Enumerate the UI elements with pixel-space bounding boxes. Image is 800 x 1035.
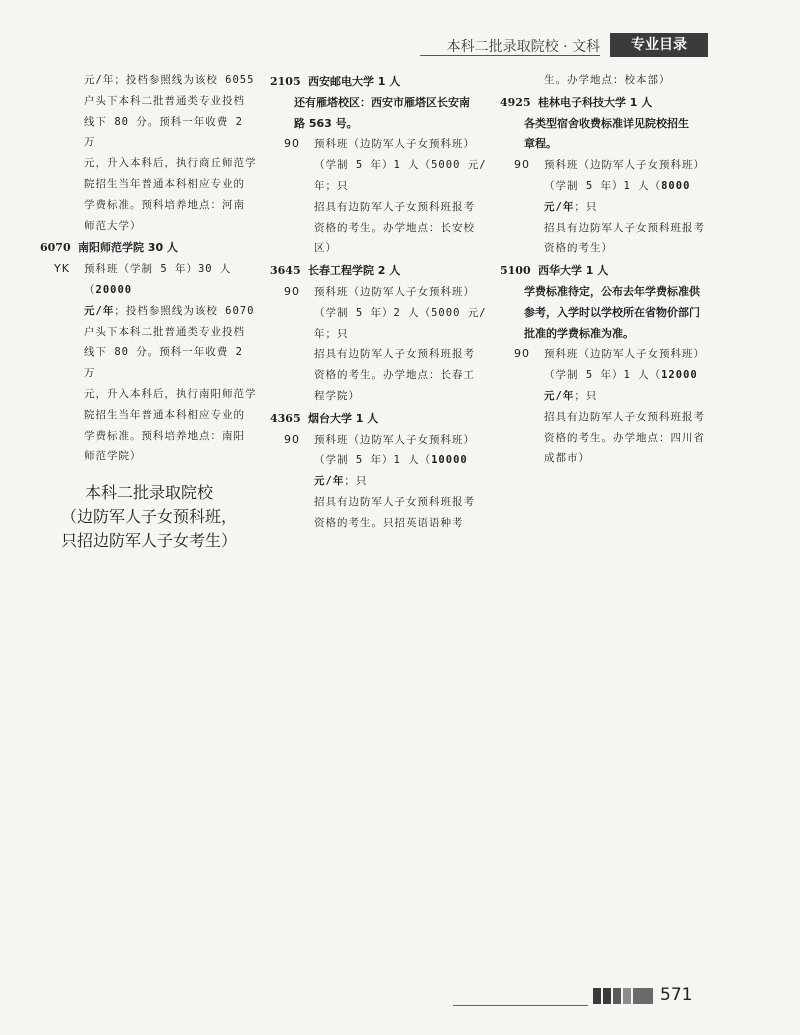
school-heading — [270, 72, 492, 93]
text-run: ；只 — [574, 200, 598, 213]
program-entry — [500, 344, 715, 469]
text-line: 户头下本科二批普通类专业投档 — [84, 325, 245, 338]
text-line: 各类型宿舍收费标准详见院校招生 — [524, 116, 689, 130]
school-name: 西华大学 1 人 — [537, 264, 609, 278]
footer-bar — [613, 988, 621, 1004]
footer-bars-decoration — [593, 988, 649, 1004]
text-line: 资格的考生。只招英语语种考 — [314, 516, 464, 529]
section-title-line: （边防军人子女预科班， — [60, 507, 237, 527]
program-entry — [500, 155, 715, 259]
text-line: 元/年；投档参照线为该校 6055 — [84, 74, 255, 86]
section-title — [40, 481, 258, 553]
bold-run: 10000 元/年 — [314, 454, 468, 488]
school-heading — [270, 261, 492, 282]
program-entry — [270, 282, 492, 407]
text-line: 招具有边防军人子女预科班报考 — [314, 348, 475, 361]
text-run: ；只 — [344, 475, 368, 488]
school-code: 5100 — [500, 264, 531, 278]
school-note — [500, 282, 715, 344]
school-code: 3645 — [270, 264, 301, 278]
bold-run: 8000 元/年 — [544, 179, 691, 213]
text-line: 师范大学） — [84, 219, 142, 232]
page-number: 571 — [660, 985, 693, 1005]
program-code: 90 — [284, 284, 300, 298]
program-code: 90 — [514, 158, 530, 172]
program-code: 90 — [284, 137, 300, 151]
bold-run: 12000 元/年 — [544, 369, 698, 402]
text-line — [544, 365, 715, 407]
footer-bar — [593, 988, 601, 1004]
section-title-line: 只招边防军人子女考生） — [60, 531, 237, 551]
text-run: （学制 5 年）1 人（ — [544, 369, 662, 382]
text-line: （学制 5 年）1 人（5000 元/年；只 — [314, 159, 487, 192]
text-line: 预科班（边防军人子女预科班） — [544, 159, 705, 172]
continued-text — [40, 70, 258, 236]
text-line: 招具有边防军人子女预科班报考 — [314, 495, 475, 508]
text-line: 资格的考生。办学地点：长春工 — [314, 369, 475, 382]
text-line: 生。办学地点：校本部） — [544, 74, 671, 86]
school-code: 4365 — [270, 411, 301, 425]
section-title-line: 本科二批录取院校 — [84, 483, 213, 503]
program-code: YK — [54, 262, 70, 276]
text-line — [84, 259, 258, 301]
header-rule — [420, 55, 600, 56]
text-line: 路 563 号。 — [294, 116, 358, 130]
text-line: 线下 80 分。预科一年收费 2 万 — [84, 346, 243, 380]
text-line: 还有雁塔校区：西安市雁塔区长安南 — [294, 95, 470, 109]
text-line — [314, 450, 492, 492]
text-line: 预科班（边防军人子女预科班） — [314, 285, 475, 298]
school-note — [500, 114, 715, 156]
school-code: 6070 — [40, 241, 71, 255]
text-line: 学费标准。预科培养地点：南阳 — [84, 429, 245, 442]
text-line: 资格的考生。办学地点：四川省 — [544, 431, 705, 444]
school-name: 长春工程学院 2 人 — [307, 264, 401, 278]
school-heading — [500, 261, 715, 282]
text-line: 线下 80 分。预科一年收费 2 万 — [84, 115, 243, 149]
text-line — [544, 176, 715, 218]
school-name: 西安邮电大学 1 人 — [307, 75, 401, 88]
school-heading — [500, 93, 715, 114]
school-name: 烟台大学 1 人 — [307, 411, 379, 425]
footer-rule — [453, 1005, 588, 1006]
school-heading — [40, 238, 258, 259]
footer-bar — [633, 988, 653, 1004]
text-line: 预科班（边防军人子女预科班） — [314, 433, 475, 446]
header-tab-label: 专业目录 — [610, 33, 708, 57]
text-line: 招具有边防军人子女预科班报考 — [544, 221, 705, 234]
text-line — [84, 301, 258, 322]
text-line: 预科班（边防军人子女预科班） — [314, 138, 475, 151]
text-run: ；只 — [574, 389, 598, 402]
column-3 — [500, 70, 715, 469]
school-code: 2105 — [270, 75, 301, 88]
program-entry — [270, 430, 492, 534]
school-heading — [270, 409, 492, 430]
program-entry — [270, 134, 492, 259]
text-line: 程学院） — [314, 389, 360, 402]
text-line: 区） — [314, 242, 337, 255]
text-line: 院招生当年普通本科相应专业的 — [84, 177, 245, 190]
text-line: 招具有边防军人子女预科班报考 — [544, 410, 705, 423]
school-code: 4925 — [500, 95, 531, 109]
program-entry — [40, 259, 258, 467]
text-line: 成都市） — [544, 452, 590, 465]
bold-run: 元/年 — [84, 304, 115, 317]
school-name: 南阳师范学院 30 人 — [77, 241, 178, 255]
program-code: 90 — [514, 347, 530, 361]
text-line: 师范学院） — [84, 450, 142, 463]
school-note — [270, 93, 492, 135]
text-line: 批准的学费标准为准。 — [524, 326, 634, 340]
header-section-title: 本科二批录取院校 · 文科 — [446, 39, 600, 55]
footer-bar — [603, 988, 611, 1004]
text-run: 预科班（学制 5 年）30 人（ — [84, 263, 232, 296]
school-name: 桂林电子科技大学 1 人 — [537, 95, 653, 109]
column-1 — [40, 70, 258, 553]
program-code: 90 — [284, 432, 300, 446]
text-line: 招具有边防军人子女预科班报考 — [314, 200, 475, 213]
text-line: 章程。 — [524, 137, 557, 151]
text-run: （学制 5 年）1 人（ — [314, 454, 432, 467]
text-line: 学费标准待定，公布去年学费标准供 — [524, 284, 700, 298]
text-line: 预科班（边防军人子女预科班） — [544, 348, 705, 361]
footer-bar — [623, 988, 631, 1004]
text-line: 元，升入本科后，执行商丘师范学 — [84, 157, 257, 170]
text-line: 元，升入本科后，执行南阳师范学 — [84, 387, 257, 400]
text-run: ；投档参照线为该校 6070 — [114, 304, 255, 317]
text-run: （学制 5 年）1 人（ — [544, 179, 662, 192]
text-line: 户头下本科二批普通类专业投档 — [84, 94, 245, 107]
column-2 — [270, 70, 492, 534]
text-line: 参考，入学时以学校所在省物价部门 — [524, 305, 700, 319]
text-line: 院招生当年普通本科相应专业的 — [84, 408, 245, 421]
continued-text — [500, 70, 715, 91]
bold-run: 20000 — [95, 283, 133, 296]
text-line: （学制 5 年）2 人（5000 元/年；只 — [314, 306, 487, 340]
text-line: 资格的考生。办学地点：长安校 — [314, 221, 475, 234]
text-line: 学费标准。预科培养地点：河南 — [84, 198, 245, 211]
text-line: 资格的考生） — [544, 242, 613, 255]
